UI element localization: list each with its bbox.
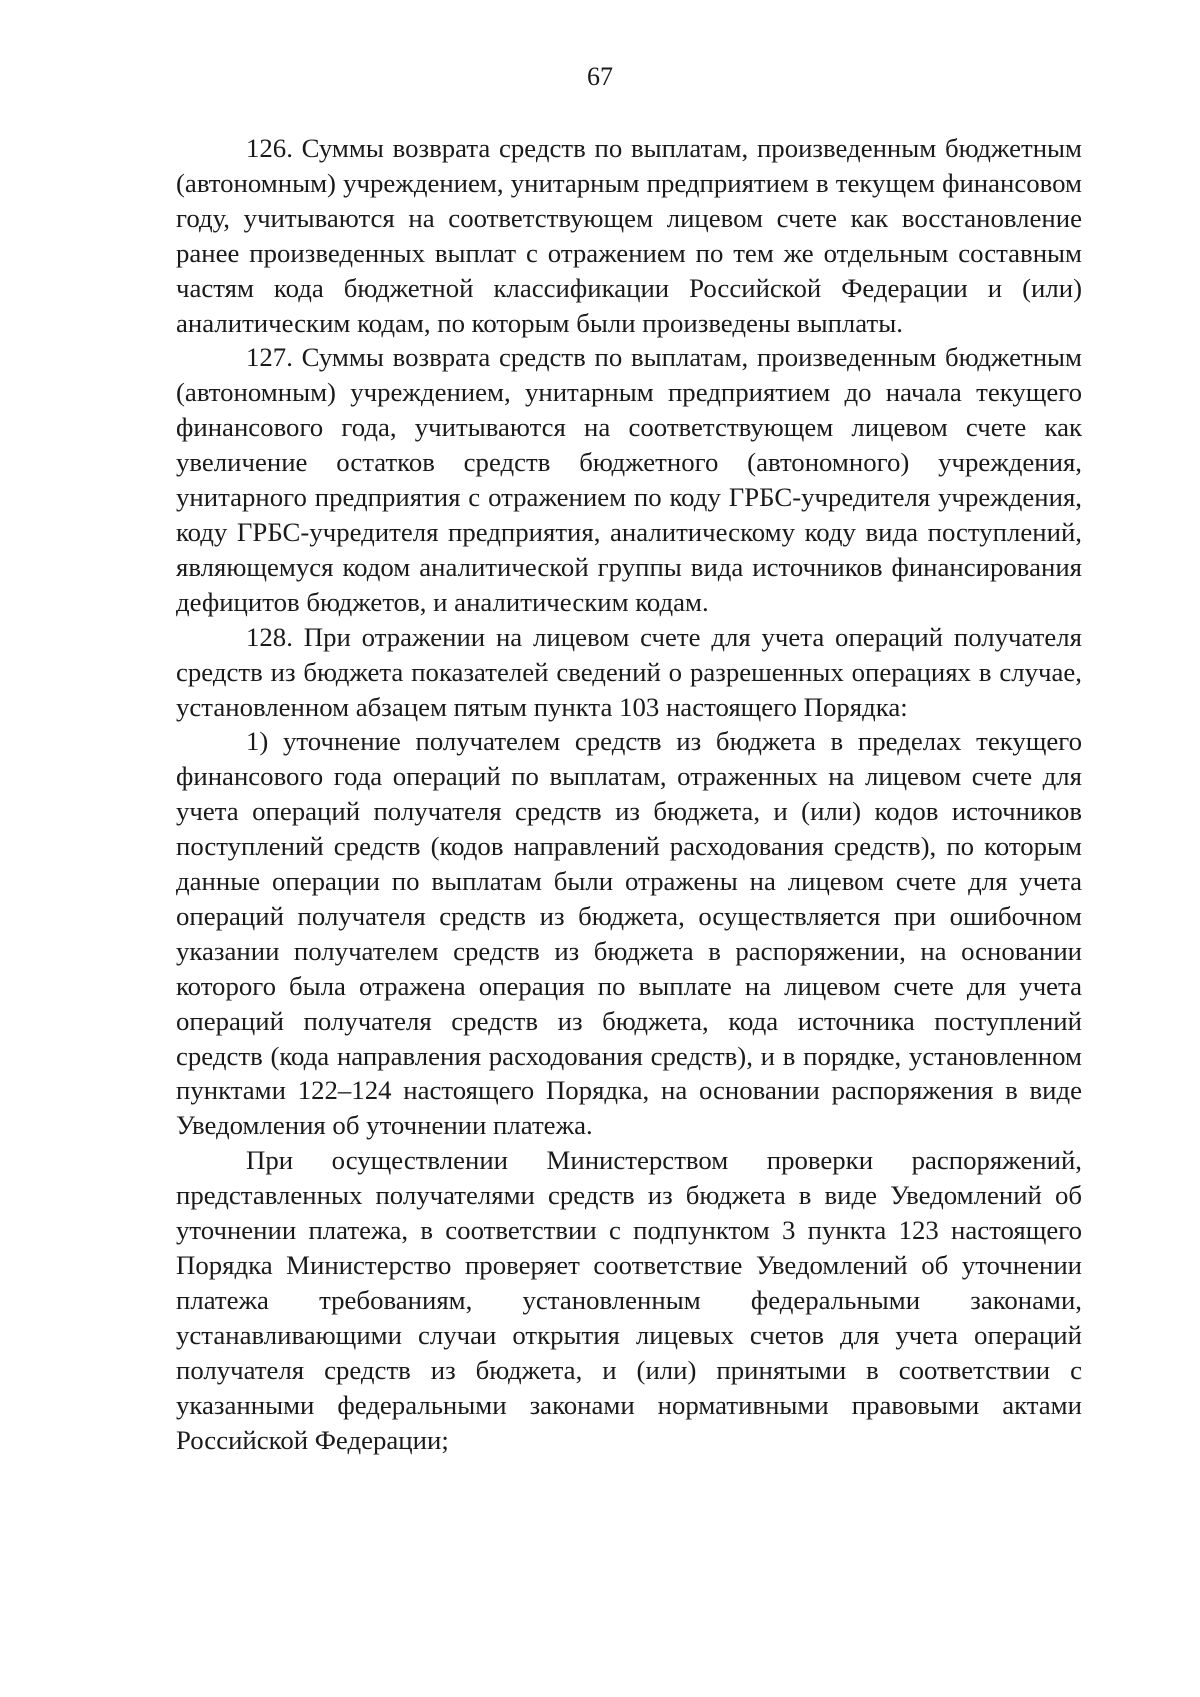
paragraph-128: 128. При отражении на лицевом счете для учета операций получателя средств из бюджета показателей сведений о разрешенных операциях в случае, установленном абзацем пятым пункта 103 настоящего Порядка: — [176, 621, 1082, 722]
page-number: 67 — [587, 62, 613, 91]
document-body — [176, 131, 1082, 1457]
paragraph-126: 126. Суммы возврата средств по выплатам, произведенным бюджетным (автономным) учреждением, унитарным предприятием в текущем финансовом году, учитываются на соответствующем лицевом счете как восстановление ранее произведенных выплат с отражением по тем же отдельным составным частям кода бюджетной классификации Российской Федерации и (или) аналитическим кодам, по которым были произведены выплаты. — [176, 133, 1082, 338]
subparagraph-1: 1) уточнение получателем средств из бюджета в пределах текущего финансового года операций по выплатам, отраженных на лицевом счете для учета операций получателя средств из бюджета, и (или) кодов источников поступлений средств (кодов направлений расходования средств), по которым данные операции по выплатам были отражены на лицевом счете для учета операций получателя средств из бюджета, осуществляется при ошибочном указании получателем средств из бюджета в распоряжении, на основании которого была отражена операция по выплате на лицевом счете для учета операций получателя средств из бюджета, кода источника поступлений средств (кода направления расходования средств), и в порядке, установленном пунктами 122–124 настоящего Порядка, на основании распоряжения в виде Уведомления об уточнении платежа. — [176, 726, 1082, 1141]
paragraph-ministry-check: При осуществлении Министерством проверки распоряжений, представленных получателями средств из бюджета в виде Уведомлений об уточнении платежа, в соответствии с подпунктом 3 пункта 123 настоящего Порядка Министерство проверяет соответствие Уведомлений об уточнении платежа требованиям, установленным федеральными законами, устанавливающими случаи открытия лицевых счетов для учета операций получателя средств из бюджета, и (или) принятыми в соответствии с указанными федеральными законами нормативными правовыми актами Российской Федерации; — [176, 1145, 1082, 1455]
paragraph-127: 127. Суммы возврата средств по выплатам, произведенным бюджетным (автономным) учреждением, унитарным предприятием до начала текущего финансового года, учитываются на соответствующем лицевом счете как увеличение остатков средств бюджетного (автономного) учреждения, унитарного предприятия с отражением по коду ГРБС-учредителя учреждения, коду ГРБС-учредителя предприятия, аналитическому коду вида поступлений, являющемуся кодом аналитической группы вида источников финансирования дефицитов бюджетов, и аналитическим кодам. — [176, 342, 1082, 617]
